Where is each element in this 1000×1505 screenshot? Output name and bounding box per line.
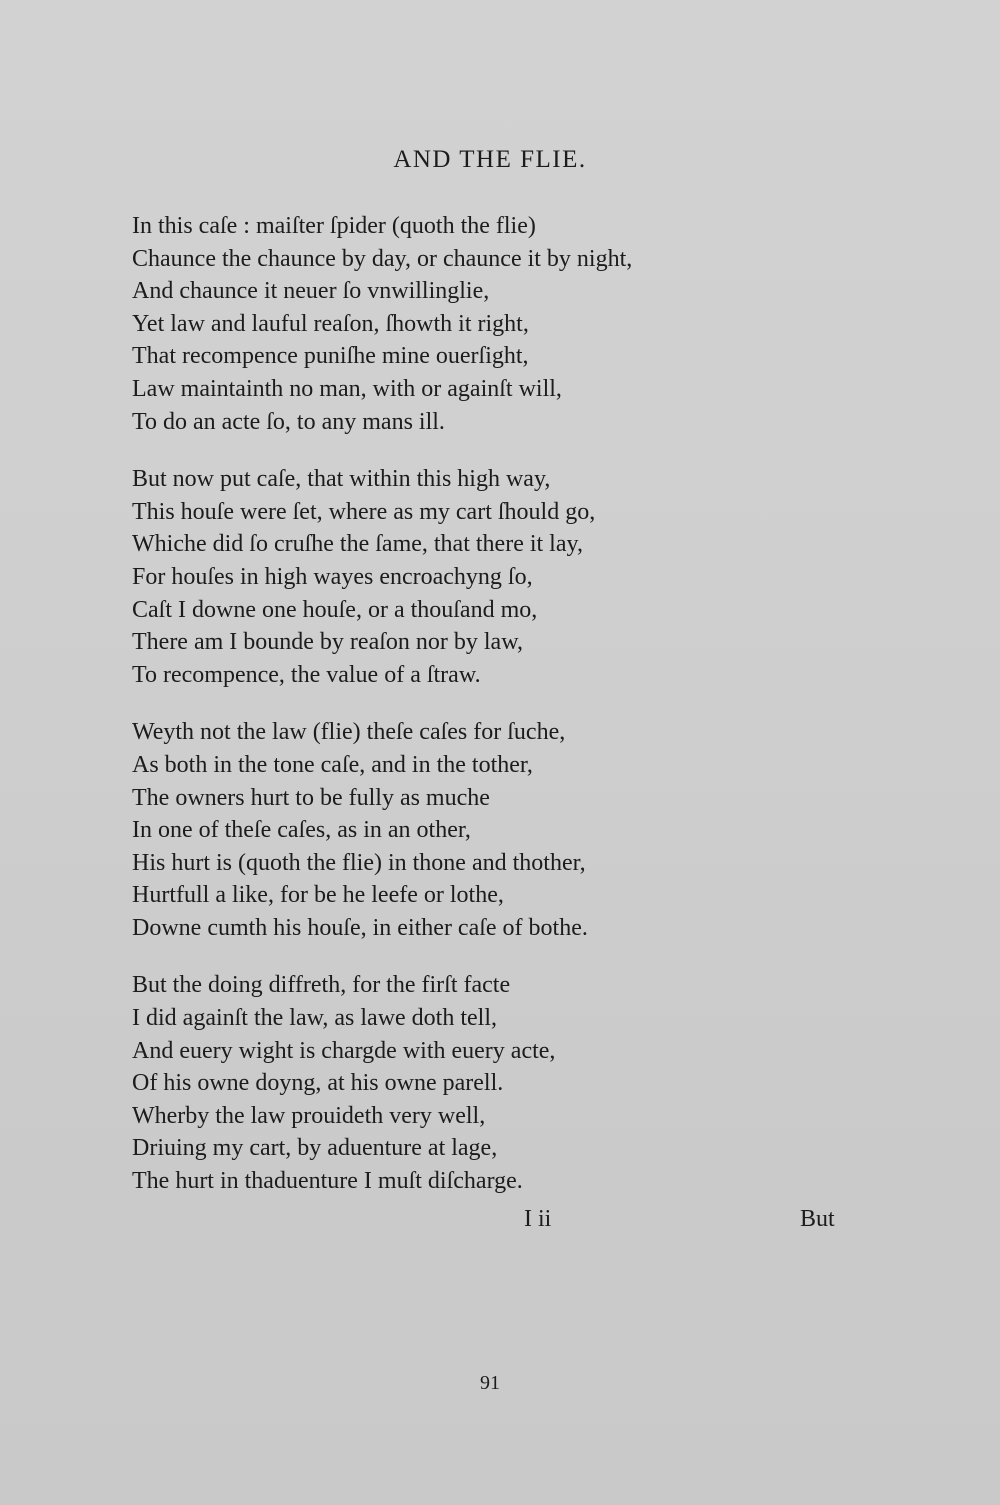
page-number: 91 <box>480 1372 500 1394</box>
verse-line: Yet law and lauful reaſon, ſhowth it right, <box>132 310 529 337</box>
verse-line: That recompence puniſhe mine ouerſight, <box>132 343 529 370</box>
stanza-2 <box>132 463 892 691</box>
verse-line: To do an acte ſo, to any mans ill. <box>132 408 445 435</box>
signature-mark: I ii <box>524 1206 552 1232</box>
verse-line: The hurt in thaduenture I muſt diſcharge. <box>132 1168 523 1195</box>
verse-line: Caſt I downe one houſe, or a thouſand mo, <box>132 596 538 623</box>
poem <box>132 210 892 1223</box>
verse-line: His hurt is (quoth the flie) in thone and thother, <box>132 849 586 876</box>
verse-line: There am I bounde by reaſon nor by law, <box>132 629 523 656</box>
stanza-3 <box>132 716 892 944</box>
verse-line: For houſes in high wayes encroachyng ſo, <box>132 563 533 590</box>
verse-line: Weyth not the law (flie) theſe caſes for ſuche, <box>132 719 566 746</box>
verse-line: I did againſt the law, as lawe doth tell, <box>132 1005 498 1032</box>
running-head: AND THE FLIE. <box>393 146 587 173</box>
verse-line: Of his owne doyng, at his owne parell. <box>132 1070 504 1097</box>
catchword: But <box>800 1206 835 1232</box>
verse-line: As both in the tone caſe, and in the tother, <box>132 751 533 778</box>
verse-line: The owners hurt to be fully as muche <box>132 784 490 811</box>
verse-line: But the doing diffreth, for the firſt facte <box>132 972 511 999</box>
verse-line: Driuing my cart, by aduenture at lage, <box>132 1135 498 1162</box>
verse-line: Chaunce the chaunce by day, or chaunce it by night, <box>132 245 633 272</box>
verse-line: In one of theſe caſes, as in an other, <box>132 817 471 844</box>
verse-line: This houſe were ſet, where as my cart ſhould go, <box>132 498 596 525</box>
verse-line: Wherby the law prouideth very well, <box>132 1102 486 1129</box>
verse-line: Law maintainth no man, with or againſt will, <box>132 375 562 402</box>
verse-line: Whiche did ſo cruſhe the ſame, that there it lay, <box>132 531 583 558</box>
verse-line: Downe cumth his houſe, in either caſe of bothe. <box>132 914 588 941</box>
verse-line: And euery wight is chargde with euery acte, <box>132 1037 556 1064</box>
verse-line: To recompence, the value of a ſtraw. <box>132 661 481 688</box>
stanza-4 <box>132 969 892 1197</box>
verse-line: Hurtfull a like, for be he leefe or lothe, <box>132 882 504 909</box>
verse-line: But now put caſe, that within this high way, <box>132 466 551 493</box>
verse-line: In this caſe : maiſter ſpider (quoth the flie) <box>132 213 536 239</box>
verse-line: And chaunce it neuer ſo vnwillinglie, <box>132 278 490 305</box>
stanza-1 <box>132 210 892 438</box>
